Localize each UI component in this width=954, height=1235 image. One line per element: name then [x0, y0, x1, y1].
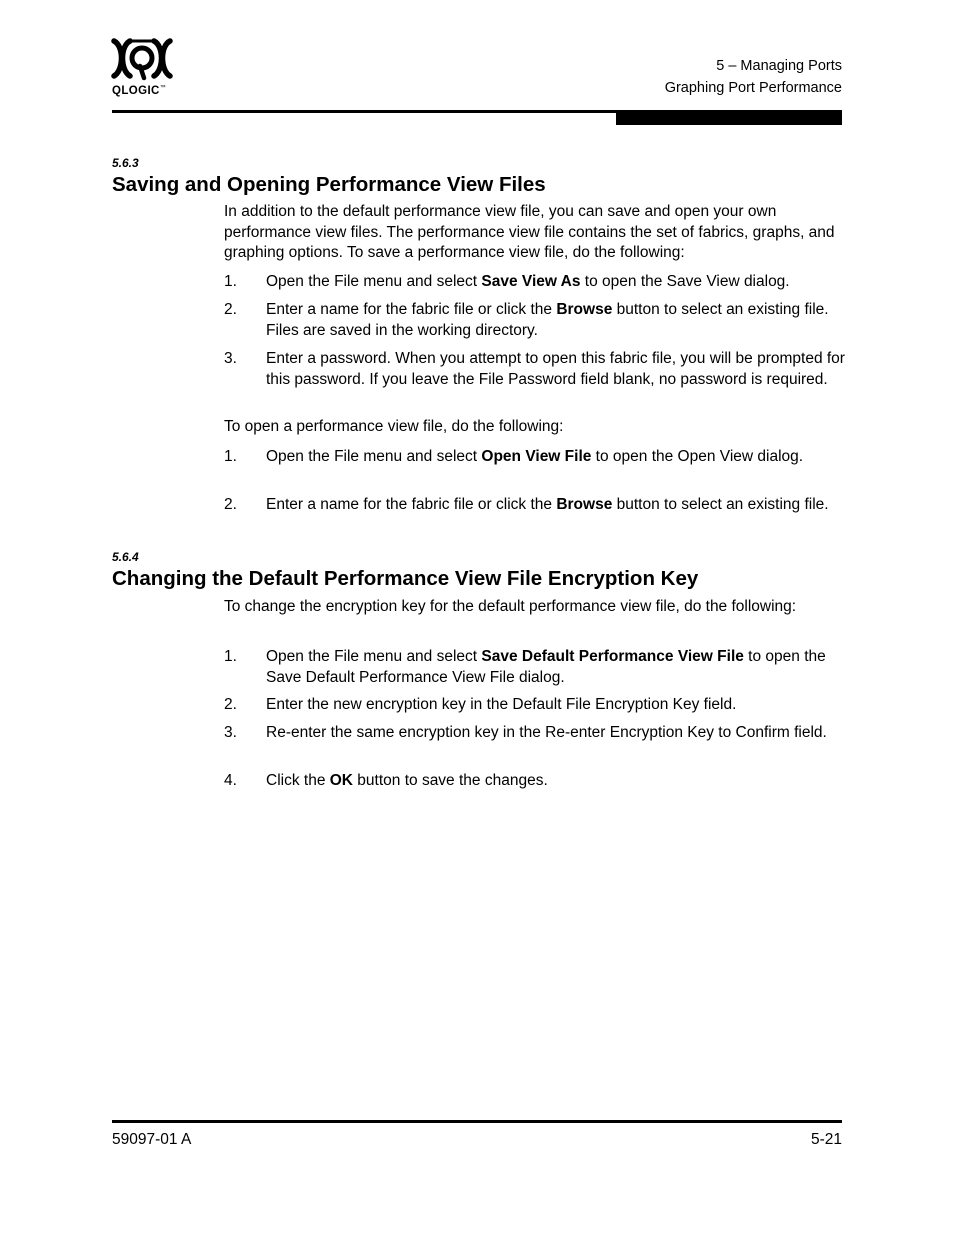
list-number: 2.	[224, 301, 237, 318]
list-text: Enter a password. When you attempt to open this fabric file, you will be prompted for this password. If you leave the File Password field blank, no password is required.	[266, 350, 845, 388]
section-heading: Changing the Default Performance View File Encryption Key	[112, 567, 699, 590]
list-text: Open the File menu and select Open View File to open the Open View dialog.	[266, 448, 804, 465]
list-number: 1.	[224, 648, 237, 665]
paragraph: To change the encryption key for the default performance view file, do the following:	[224, 598, 797, 615]
footer-rule	[112, 1120, 842, 1123]
section-number: 5.6.3	[112, 156, 139, 170]
list-number: 2.	[224, 496, 237, 513]
header-chapter: 5 – Managing Ports	[716, 58, 842, 74]
list-number: 2.	[224, 696, 237, 713]
paragraph: To open a performance view file, do the following:	[224, 418, 564, 435]
qlogic-logo-mark-icon	[110, 38, 176, 82]
paragraph: In addition to the default performance view file, you can save and open your own performance view files. The performance view file contains the set of fabrics, graphs, and graphing options. To save a performance view file, do the following:	[224, 203, 835, 261]
header-section: Graphing Port Performance	[664, 80, 842, 96]
list-text: Re-enter the same encryption key in the Re-enter Encryption Key to Confirm field.	[266, 724, 827, 741]
footer-page-number: 5-21	[810, 1131, 842, 1148]
footer-doc-number: 59097-01 A	[112, 1131, 192, 1148]
list-number: 3.	[224, 724, 237, 741]
section-heading: Saving and Opening Performance View Files	[112, 173, 546, 196]
header-rule-block	[616, 113, 842, 125]
qlogic-logo	[110, 38, 176, 100]
list-text: Enter the new encryption key in the Default File Encryption Key field.	[266, 696, 737, 713]
list-text: Click the OK button to save the changes.	[266, 772, 548, 789]
list-number: 1.	[224, 273, 237, 290]
section-number: 5.6.4	[112, 550, 139, 564]
list-text: Enter a name for the fabric file or click the Browse button to select an existing file.	[266, 496, 829, 513]
logo-wordmark: QLOGIC™	[112, 85, 167, 97]
list-text: Open the File menu and select Save View As to open the Save View dialog.	[266, 273, 790, 290]
list-number: 4.	[224, 772, 237, 789]
list-text: Open the File menu and select Save Default Performance View File to open the Save Default Performance View File dialog.	[266, 648, 826, 686]
list-number: 3.	[224, 350, 237, 367]
list-text: Enter a name for the fabric file or click the Browse button to select an existing file. Files are saved in the working directory.	[266, 301, 829, 339]
list-number: 1.	[224, 448, 237, 465]
